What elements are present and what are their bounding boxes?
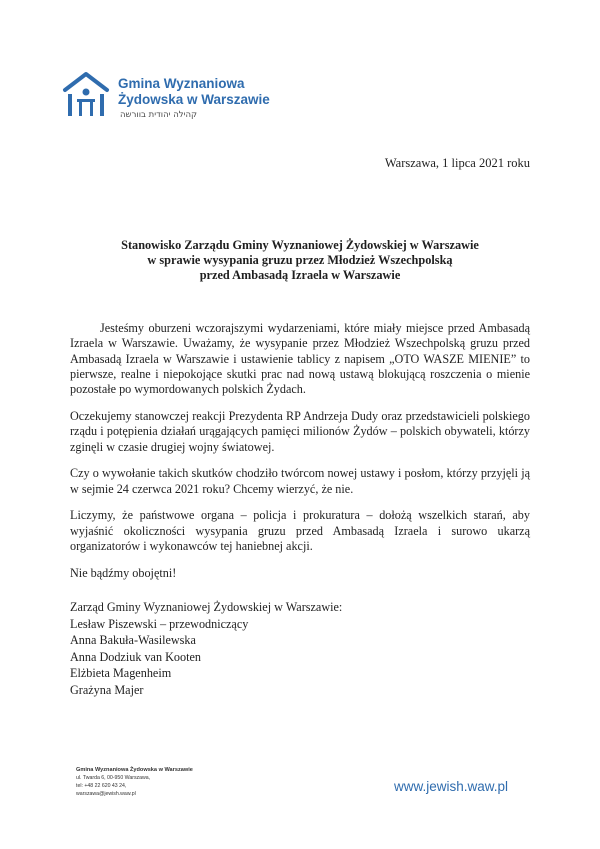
footer-address: ul. Twarda 6, 00-950 Warszawa, [76,775,151,781]
house-menorah-icon [62,70,110,120]
paragraph-3: Czy o wywołanie takich skutków chodziło twórcom nowej ustawy i posłom, którzy przyjęli ją w sejmie 24 czerwca 2021 roku? Chcemy wierzyć, że nie. [70,466,530,496]
website-link[interactable]: www.jewish.waw.pl [393,779,508,794]
letter-title [70,238,530,284]
org-name-hebrew: קהילה יהודית בוורשה [120,110,198,120]
org-name-line1: Gmina Wyznaniowa [118,76,245,91]
org-name-line2: Żydowska w Warszawie [118,92,270,107]
paragraph-5: Nie bądźmy obojętni! [70,565,177,580]
signer-name: Grażyna Majer [70,682,144,697]
footer-contact [76,766,193,798]
signer-name: Lesław Piszewski – przewodniczący [70,616,249,631]
letter-body [70,321,530,593]
signer-name: Anna Dodziuk van Kooten [70,649,201,664]
signers-block [70,599,342,699]
title-line3: przed Ambasadą Izraela w Warszawie [199,268,401,283]
signer-name: Anna Bakuła-Wasilewska [70,633,196,648]
title-line1: Stanowisko Zarządu Gminy Wyznaniowej Żydowskiej w Warszawie [121,238,479,252]
org-logo [62,66,322,126]
org-name [118,76,270,108]
letter-date: Warszawa, 1 lipca 2021 roku [384,156,530,170]
footer-phone: tel: +48 22 620 43 24, [76,783,127,789]
footer-email[interactable]: warszawa@jewish.waw.pl [76,791,136,797]
paragraph-1: Jesteśmy oburzeni wczorajszymi wydarzeniami, które miały miejsce przed Ambasadą Izraela w Warszawie. Uważamy, że wysypanie przez Młodzież Wszechpolską gruzu przed Ambasadą Izraela w Warszawie i ustawienie tablicy z napisem „OTO WASZE MIENIE” to pierwsze, realne i niepokojące skutki prac nad nową ustawą blokującą roszczenia o mienie pozostałe po wymordowanych polskich Żydach. [70,321,530,397]
paragraph-2: Oczekujemy stanowczej reakcji Prezydenta RP Andrzeja Dudy oraz przedstawicieli polskiego rządu i potępienia działań urągających pamięci milionów Żydów – polskich obywateli, którzy zginęli w czasie drugiej wojny światowej. [70,408,530,454]
title-line2: w sprawie wysypania gruzu przez Młodzież Wszechpolską [147,253,453,268]
paragraph-4: Liczymy, że państwowe organa – policja i prokuratura – dołożą wszelkich starań, aby wyjaśnić okoliczności wysypania gruzu przed Ambasadą Izraela i surowo ukarzą organizatorów i wykonawców tej haniebnej akcji. [70,508,530,554]
signer-name: Elżbieta Magenheim [70,666,172,681]
footer-org: Gmina Wyznaniowa Żydowska w Warszawie [76,767,193,773]
signers-heading: Zarząd Gminy Wyznaniowej Żydowskiej w Warszawie: [70,600,343,614]
